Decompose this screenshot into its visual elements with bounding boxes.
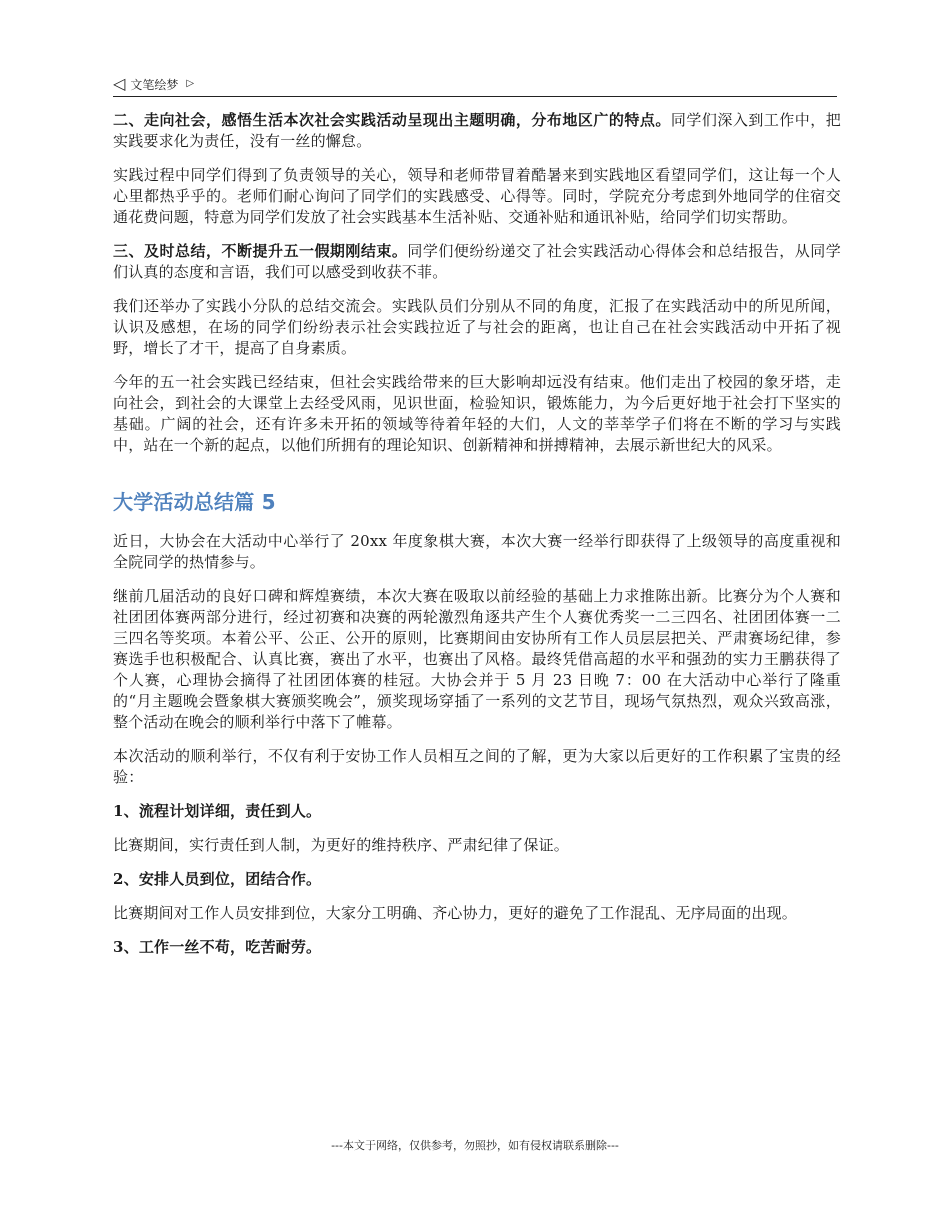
list-heading-1 xyxy=(113,801,841,822)
page-header xyxy=(113,72,837,97)
triangle-left-outline-icon: ◁ xyxy=(113,74,126,93)
header-brand: 文笔绘梦 xyxy=(130,77,179,92)
paragraph-1-heading: 二、走向社会，感悟生活本次社会实践活动呈现出主题明确，分布地区广的特点。 xyxy=(113,111,671,129)
page-footer: ---本文于网络，仅供参考，勿照抄，如有侵权请联系删除--- xyxy=(331,1139,619,1152)
paragraph-9: 比赛期间，实行责任到人制，为更好的维持秩序、严肃纪律了保证。 xyxy=(113,836,570,854)
document-body xyxy=(113,110,841,971)
triangle-right-outline-icon: ▷ xyxy=(186,78,195,89)
list-heading-2 xyxy=(113,869,841,890)
paragraph-4: 我们还举办了实践小分队的总结交流会。实践队员们分别从不同的角度，汇报了在实践活动中的所见所闻，认识及感想，在场的同学们纷纷表示社会实践拉近了与社会的距离，也让自己在社会实践活动中开拓了视野，增长了才干，提高了自身素质。 xyxy=(113,297,841,357)
section-title: 大学活动总结篇 5 xyxy=(113,490,276,514)
paragraph-5: 今年的五一社会实践已经结束，但社会实践给带来的巨大影响却远没有结束。他们走出了校园的象牙塔，走向社会，到社会的大课堂上去经受风雨，见识世面，检验知识，锻炼能力，为今后更好地于社会打下坚实的基础。广阔的社会，还有许多未开拓的领域等待着年轻的大们，人文的莘莘学子们将在不断的学习与实践中，站在一个新的起点，以他们所拥有的理论知识、创新精神和拼搏精神，去展示新世纪大的风采。 xyxy=(113,373,841,454)
paragraph-2: 实践过程中同学们得到了负责领导的关心，领导和老师带冒着酷暑来到实践地区看望同学们，这让每一个人心里都热乎乎的。老师们耐心询问了同学们的实践感受、心得等。同时，学院充分考虑到外地同学的住宿交通花费问题，特意为同学们发放了社会实践基本生活补贴、交通补贴和通讯补贴，给同学们切实帮助。 xyxy=(113,166,841,226)
paragraph-1 xyxy=(113,110,841,152)
paragraph-8: 本次活动的顺利举行，不仅有利于安协工作人员相互之间的了解，更为大家以后更好的工作积累了宝贵的经验： xyxy=(113,747,841,786)
list-heading-1-text: 1、流程计划详细，责任到人。 xyxy=(113,802,322,820)
paragraph-7: 继前几届活动的良好口碑和辉煌赛绩，本次大赛在吸取以前经验的基础上力求推陈出新。比赛分为个人赛和社团团体赛两部分进行，经过初赛和决赛的两轮激烈角逐共产生个人赛优秀奖一二三四名、社团团体赛一二三四名等奖项。本着公平、公正、公开的原则，比赛期间由安协所有工作人员层层把关、严肃赛场纪律，参赛选手也积极配合、认真比赛，赛出了水平，也赛出了风格。最终凭借高超的水平和强劲的实力王鹏获得了个人赛，心理协会摘得了社团团体赛的桂冠。大协会并于 5 月 23 日晚 7：00 在大活动中心举行了隆重的“月主题晚会暨象棋大赛颁奖晚会”，颁奖现场穿插了一系列的文艺节目，现场气氛热烈，观众兴致高涨，整个活动在晚会的顺利举行中落下了帷幕。 xyxy=(113,587,841,731)
list-heading-2-text: 2、安排人员到位，团结合作。 xyxy=(113,870,322,888)
paragraph-10: 比赛期间对工作人员安排到位，大家分工明确、齐心协力，更好的避免了工作混乱、无序局面的出现。 xyxy=(113,904,798,922)
paragraph-1-text: 同学们深入到工作中，把实践要求化为责任，没有一丝的懈怠。 xyxy=(113,111,841,150)
list-heading-3-text: 3、工作一丝不苟，吃苦耐劳。 xyxy=(113,938,322,956)
paragraph-6: 近日，大协会在大活动中心举行了 20xx 年度象棋大赛，本次大赛一经举行即获得了上级领导的高度重视和全院同学的热情参与。 xyxy=(113,532,841,571)
paragraph-3-text: 同学们便纷纷递交了社会实践活动心得体会和总结报告，从同学们认真的态度和言语，我们可以感受到收获不菲。 xyxy=(113,242,841,281)
paragraph-3-heading: 三、及时总结，不断提升五一假期刚结束。 xyxy=(113,242,408,260)
paragraph-3 xyxy=(113,241,841,283)
list-heading-3 xyxy=(113,937,841,958)
